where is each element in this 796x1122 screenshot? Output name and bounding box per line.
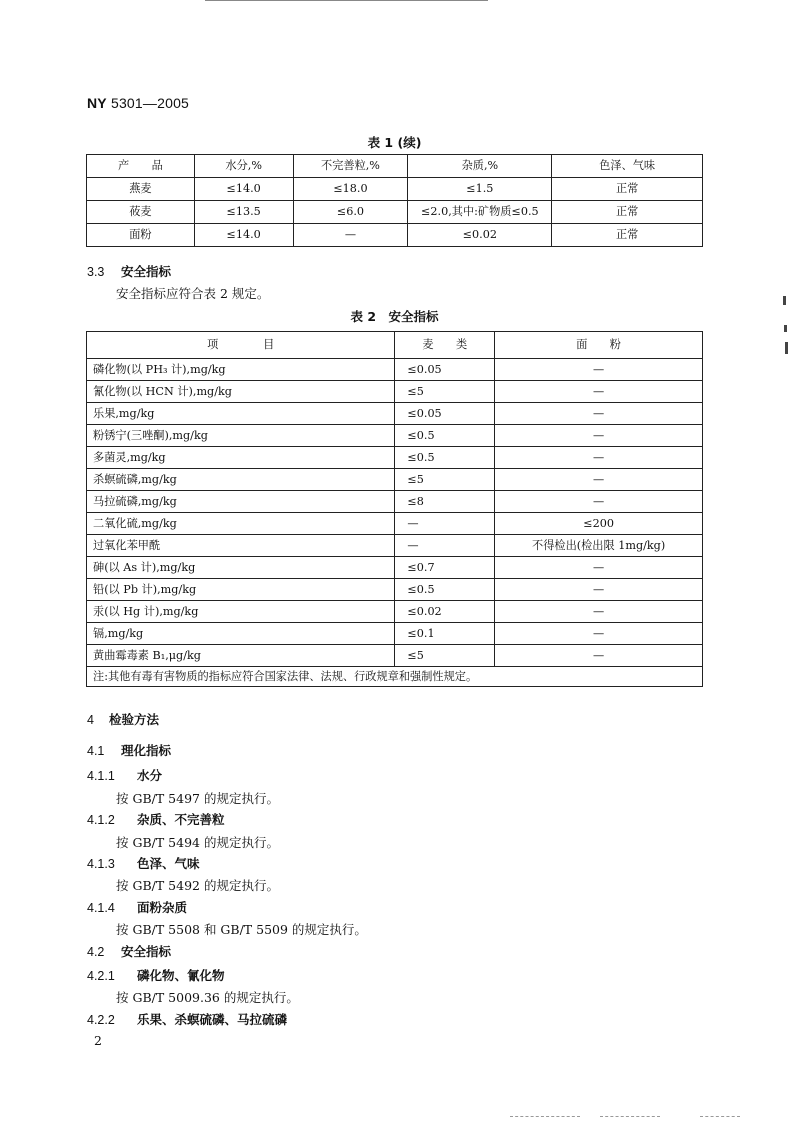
- table2-row: [87, 381, 703, 403]
- table2-grain-cell: ≤8: [395, 491, 495, 513]
- table2-grain-cell: ≤0.05: [395, 359, 495, 381]
- table2-caption: 表 2 安全指标: [350, 309, 439, 324]
- section-4-1-1-text: 按 GB/T 5497 的规定执行。: [116, 791, 279, 806]
- table2-grain-cell: ≤0.02: [395, 601, 495, 623]
- table2-item-cell: 氰化物(以 HCN 计),mg/kg: [87, 381, 395, 403]
- section-4-2-heading: 4.2 安全指标: [87, 944, 172, 959]
- table2-flour-cell: ≤200: [495, 513, 703, 535]
- standard-code: NY 5301—2005: [87, 95, 190, 111]
- table2-row: [87, 425, 703, 447]
- scan-mark: [785, 342, 788, 354]
- table2-header-row: [87, 332, 703, 359]
- table2-item-cell: 砷(以 As 计),mg/kg: [87, 557, 395, 579]
- section-4-1-2-heading: 4.1.2 杂质、不完善粒: [87, 812, 225, 827]
- table1-row: [87, 178, 703, 201]
- table1-cell: —: [293, 224, 408, 247]
- table1-cell: ≤14.0: [194, 178, 293, 201]
- table2-header-cell: 麦 类: [395, 332, 495, 359]
- table2-header-cell: 项 目: [87, 332, 395, 359]
- table2-item-cell: 杀螟硫磷,mg/kg: [87, 469, 395, 491]
- table2-row: [87, 513, 703, 535]
- section-4-2-1-heading: 4.2.1 磷化物、氰化物: [87, 968, 225, 983]
- table2-grain-cell: ≤5: [395, 645, 495, 667]
- table1: [86, 154, 703, 247]
- section-3-3-heading: 3.3 安全指标: [87, 264, 172, 279]
- section-4-1-3-heading: 4.1.3 色泽、气味: [87, 856, 200, 871]
- table2-flour-cell: —: [495, 623, 703, 645]
- section-4-1-heading: 4.1 理化指标: [87, 743, 172, 758]
- table2-grain-cell: ≤0.1: [395, 623, 495, 645]
- table2-item-cell: 汞(以 Hg 计),mg/kg: [87, 601, 395, 623]
- section-4-1-4-heading: 4.1.4 面粉杂质: [87, 900, 188, 915]
- table2-item-cell: 铅(以 Pb 计),mg/kg: [87, 579, 395, 601]
- section-4-1-4-text: 按 GB/T 5508 和 GB/T 5509 的规定执行。: [116, 922, 367, 937]
- table1-caption: 表 1 (续): [367, 135, 422, 150]
- section-4-1-2-text: 按 GB/T 5494 的规定执行。: [116, 835, 279, 850]
- scan-bottom-line: [700, 1116, 740, 1117]
- table1-header-cell: 不完善粒,%: [293, 155, 408, 178]
- table2-grain-cell: ≤0.5: [395, 447, 495, 469]
- table2-row: [87, 579, 703, 601]
- table2-flour-cell: —: [495, 381, 703, 403]
- table2: [86, 331, 703, 687]
- table2-row: [87, 469, 703, 491]
- table2-grain-cell: ≤0.7: [395, 557, 495, 579]
- table2-row: [87, 557, 703, 579]
- table2-item-cell: 磷化物(以 PH₃ 计),mg/kg: [87, 359, 395, 381]
- scan-bottom-line: [600, 1116, 660, 1117]
- table1-header-cell: 杂质,%: [408, 155, 552, 178]
- table1-header-cell: 水分,%: [194, 155, 293, 178]
- table2-row: [87, 601, 703, 623]
- table1-cell: 燕麦: [87, 178, 195, 201]
- table2-flour-cell: —: [495, 425, 703, 447]
- table2-note-row: [87, 667, 703, 687]
- table2-flour-cell: —: [495, 469, 703, 491]
- table2-flour-cell: —: [495, 447, 703, 469]
- table1-cell: ≤18.0: [293, 178, 408, 201]
- table2-item-cell: 马拉硫磷,mg/kg: [87, 491, 395, 513]
- scan-mark: [783, 296, 786, 305]
- table1-cell: 面粉: [87, 224, 195, 247]
- scan-bottom-line: [510, 1116, 580, 1117]
- table1-header-cell: 产 品: [87, 155, 195, 178]
- table2-flour-cell: —: [495, 491, 703, 513]
- table2-flour-cell: —: [495, 359, 703, 381]
- section-4-1-3-text: 按 GB/T 5492 的规定执行。: [116, 878, 279, 893]
- table2-header-cell: 面 粉: [495, 332, 703, 359]
- table2-row: [87, 359, 703, 381]
- table2-row: [87, 447, 703, 469]
- page-number: 2: [94, 1033, 102, 1048]
- table1-row: [87, 224, 703, 247]
- table1-cell: 正常: [552, 178, 703, 201]
- table2-grain-cell: —: [395, 513, 495, 535]
- table2-item-cell: 镉,mg/kg: [87, 623, 395, 645]
- table2-item-cell: 过氧化苯甲酰: [87, 535, 395, 557]
- table2-grain-cell: ≤0.5: [395, 425, 495, 447]
- table1-cell: ≤2.0,其中:矿物质≤0.5: [408, 201, 552, 224]
- table1-cell: 正常: [552, 224, 703, 247]
- table1-cell: 莜麦: [87, 201, 195, 224]
- table2-item-cell: 黄曲霉毒素 B₁,μg/kg: [87, 645, 395, 667]
- table2-item-cell: 粉锈宁(三唑酮),mg/kg: [87, 425, 395, 447]
- table1-cell: ≤0.02: [408, 224, 552, 247]
- table1-row: [87, 201, 703, 224]
- table2-grain-cell: ≤0.5: [395, 579, 495, 601]
- section-4-1-1-heading: 4.1.1 水分: [87, 768, 163, 783]
- table2-note: 注:其他有毒有害物质的指标应符合国家法律、法规、行政规章和强制性规定。: [87, 667, 703, 687]
- table2-flour-cell: —: [495, 557, 703, 579]
- section-4-2-1-text: 按 GB/T 5009.36 的规定执行。: [116, 990, 299, 1005]
- scan-mark: [784, 325, 787, 332]
- section-4-heading: 4 检验方法: [87, 712, 160, 727]
- table1-cell: ≤13.5: [194, 201, 293, 224]
- table2-grain-cell: ≤5: [395, 381, 495, 403]
- table2-row: [87, 645, 703, 667]
- table2-grain-cell: —: [395, 535, 495, 557]
- table2-flour-cell: —: [495, 645, 703, 667]
- section-3-3-text: 安全指标应符合表 2 规定。: [116, 286, 270, 301]
- table2-grain-cell: ≤5: [395, 469, 495, 491]
- table2-row: [87, 403, 703, 425]
- table1-header-row: [87, 155, 703, 178]
- table2-row: [87, 623, 703, 645]
- table1-header-cell: 色泽、气味: [552, 155, 703, 178]
- table2-item-cell: 乐果,mg/kg: [87, 403, 395, 425]
- table1-cell: ≤14.0: [194, 224, 293, 247]
- table2-flour-cell: —: [495, 579, 703, 601]
- table2-flour-cell: —: [495, 403, 703, 425]
- table2-flour-cell: —: [495, 601, 703, 623]
- table2-item-cell: 二氧化硫,mg/kg: [87, 513, 395, 535]
- table1-cell: ≤6.0: [293, 201, 408, 224]
- top-scan-line: [205, 0, 488, 1]
- table1-cell: ≤1.5: [408, 178, 552, 201]
- table2-row: [87, 535, 703, 557]
- table2-row: [87, 491, 703, 513]
- table2-flour-cell: 不得检出(检出限 1mg/kg): [495, 535, 703, 557]
- section-4-2-2-heading: 4.2.2 乐果、杀螟硫磷、马拉硫磷: [87, 1012, 288, 1027]
- table1-cell: 正常: [552, 201, 703, 224]
- table2-grain-cell: ≤0.05: [395, 403, 495, 425]
- table2-item-cell: 多菌灵,mg/kg: [87, 447, 395, 469]
